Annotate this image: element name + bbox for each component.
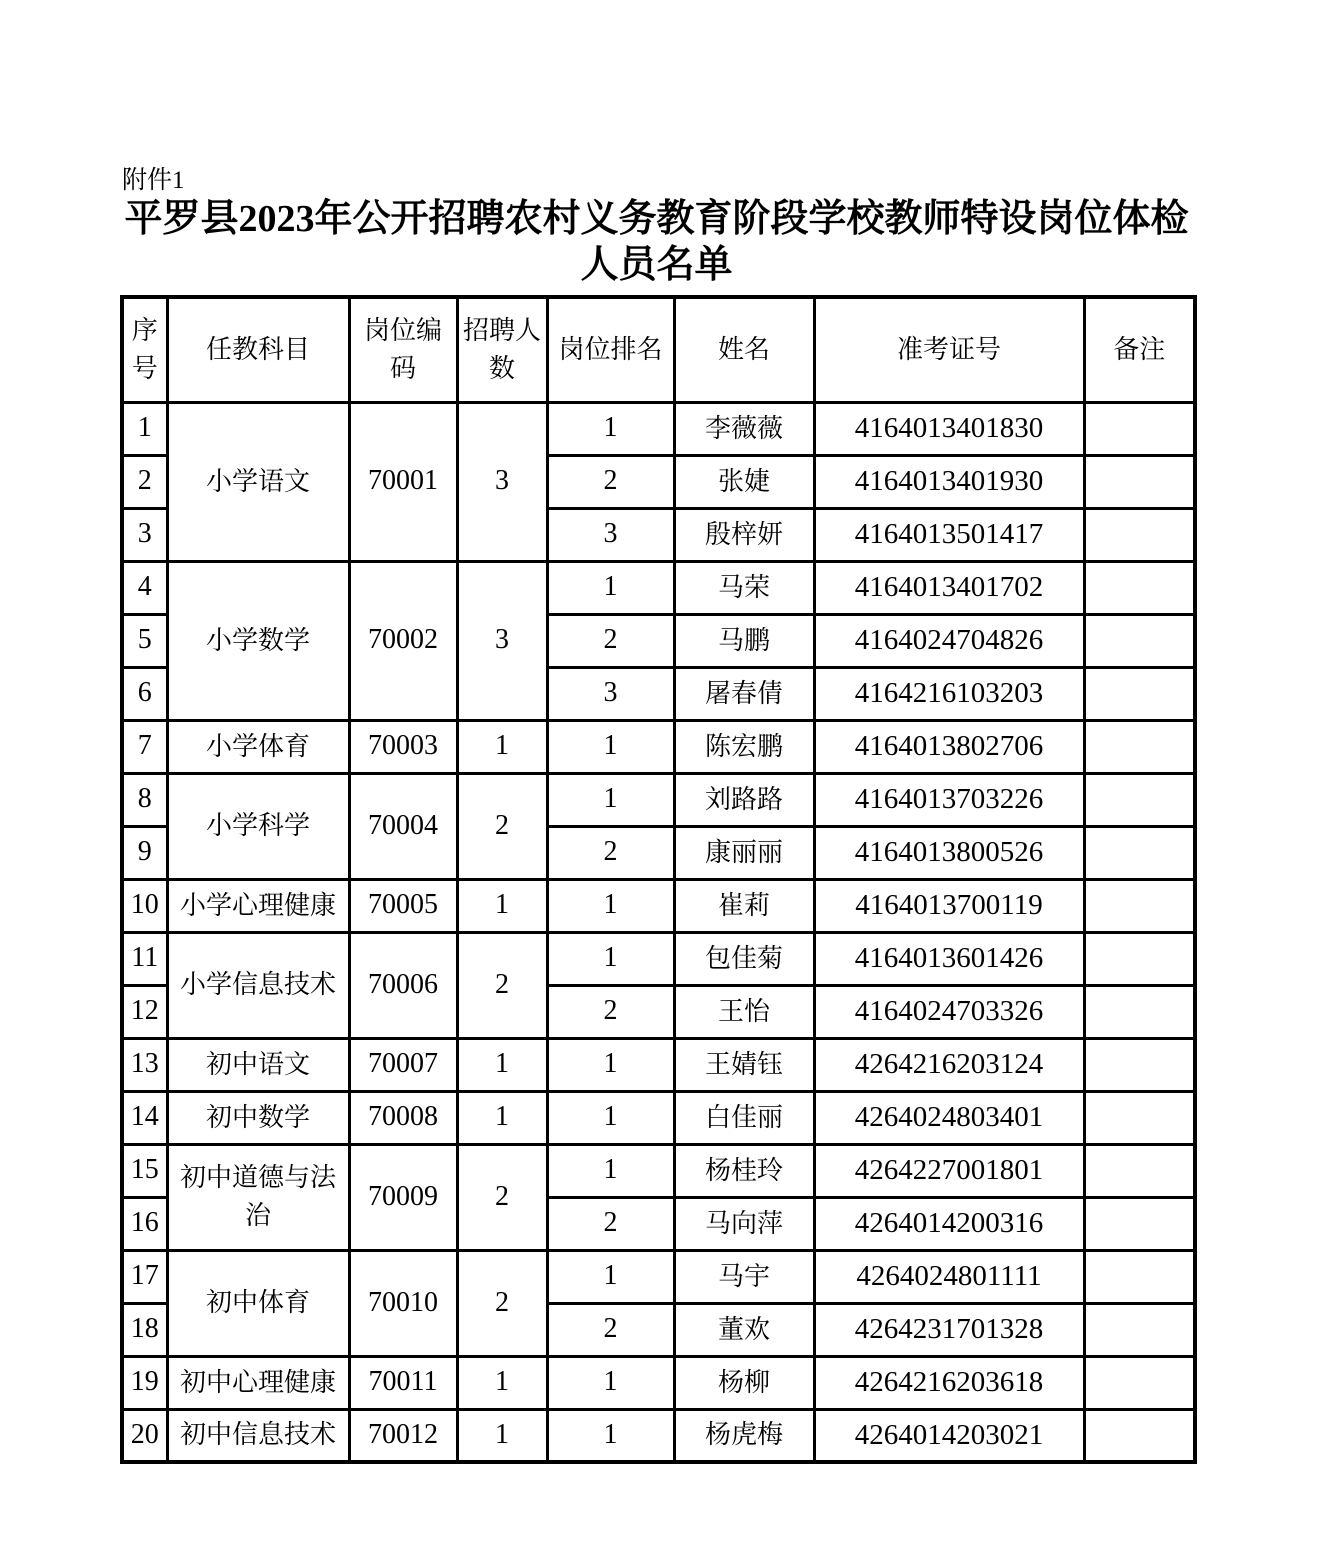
table-row (122, 1250, 1195, 1303)
header-remark: 备注 (1084, 297, 1195, 402)
table-row (122, 1409, 1195, 1462)
cell-rank: 2 (547, 1303, 674, 1356)
cell-name: 刘路路 (674, 773, 814, 826)
cell-rank: 1 (547, 1091, 674, 1144)
cell-no: 16 (122, 1197, 167, 1250)
table-row (122, 720, 1195, 773)
cell-ticket: 4264227001801 (814, 1144, 1084, 1197)
header-recruit: 招聘人数 (457, 297, 547, 402)
cell-no: 2 (122, 455, 167, 508)
cell-no: 5 (122, 614, 167, 667)
cell-subject: 初中道德与法治 (167, 1144, 349, 1250)
cell-ticket: 4264231701328 (814, 1303, 1084, 1356)
cell-name: 杨柳 (674, 1356, 814, 1409)
cell-no: 15 (122, 1144, 167, 1197)
roster-table (120, 295, 1197, 1464)
cell-ticket: 4164013401830 (814, 402, 1084, 455)
cell-recruit: 1 (457, 1091, 547, 1144)
cell-recruit: 1 (457, 1356, 547, 1409)
header-no: 序号 (122, 297, 167, 402)
cell-subject: 初中心理健康 (167, 1356, 349, 1409)
cell-no: 7 (122, 720, 167, 773)
cell-rank: 1 (547, 932, 674, 985)
cell-name: 陈宏鹏 (674, 720, 814, 773)
cell-remark (1084, 614, 1195, 667)
page-title: 平罗县2023年公开招聘农村义务教育阶段学校教师特设岗位体检人员名单 (124, 198, 1189, 286)
cell-name: 董欢 (674, 1303, 814, 1356)
cell-name: 屠春倩 (674, 667, 814, 720)
cell-remark (1084, 402, 1195, 455)
table-body (122, 402, 1195, 1462)
cell-subject: 初中体育 (167, 1250, 349, 1356)
cell-ticket: 4164013401930 (814, 455, 1084, 508)
table-row (122, 1091, 1195, 1144)
cell-remark (1084, 455, 1195, 508)
cell-code: 70010 (349, 1250, 457, 1356)
table-row (122, 932, 1195, 985)
cell-no: 8 (122, 773, 167, 826)
cell-no: 1 (122, 402, 167, 455)
cell-ticket: 4164013703226 (814, 773, 1084, 826)
cell-no: 19 (122, 1356, 167, 1409)
cell-rank: 1 (547, 1250, 674, 1303)
cell-remark (1084, 720, 1195, 773)
cell-name: 王婧钰 (674, 1038, 814, 1091)
cell-remark (1084, 985, 1195, 1038)
cell-subject: 小学科学 (167, 773, 349, 879)
header-row (122, 297, 1195, 402)
cell-remark (1084, 1038, 1195, 1091)
cell-rank: 1 (547, 1038, 674, 1091)
cell-recruit: 2 (457, 773, 547, 879)
cell-no: 4 (122, 561, 167, 614)
cell-name: 马鹏 (674, 614, 814, 667)
cell-remark (1084, 1144, 1195, 1197)
cell-rank: 2 (547, 985, 674, 1038)
cell-remark (1084, 508, 1195, 561)
cell-name: 马荣 (674, 561, 814, 614)
header-name: 姓名 (674, 297, 814, 402)
cell-ticket: 4164013601426 (814, 932, 1084, 985)
header-subject: 任教科目 (167, 297, 349, 402)
cell-remark (1084, 1303, 1195, 1356)
cell-remark (1084, 879, 1195, 932)
cell-ticket: 4164216103203 (814, 667, 1084, 720)
cell-recruit: 2 (457, 1250, 547, 1356)
cell-ticket: 4164013800526 (814, 826, 1084, 879)
table-row (122, 1144, 1195, 1197)
cell-remark (1084, 1356, 1195, 1409)
cell-name: 殷梓妍 (674, 508, 814, 561)
cell-name: 包佳菊 (674, 932, 814, 985)
cell-no: 11 (122, 932, 167, 985)
cell-ticket: 4264024803401 (814, 1091, 1084, 1144)
cell-rank: 1 (547, 879, 674, 932)
cell-name: 康丽丽 (674, 826, 814, 879)
cell-rank: 2 (547, 614, 674, 667)
cell-no: 20 (122, 1409, 167, 1462)
cell-subject: 小学体育 (167, 720, 349, 773)
table-row (122, 402, 1195, 455)
cell-rank: 2 (547, 455, 674, 508)
cell-recruit: 1 (457, 1409, 547, 1462)
cell-rank: 3 (547, 508, 674, 561)
cell-remark (1084, 773, 1195, 826)
cell-code: 70012 (349, 1409, 457, 1462)
table-row (122, 1356, 1195, 1409)
cell-recruit: 1 (457, 1038, 547, 1091)
cell-no: 3 (122, 508, 167, 561)
cell-rank: 1 (547, 402, 674, 455)
cell-remark (1084, 667, 1195, 720)
header-rank: 岗位排名 (547, 297, 674, 402)
cell-name: 马向萍 (674, 1197, 814, 1250)
cell-subject: 初中语文 (167, 1038, 349, 1091)
cell-subject: 初中数学 (167, 1091, 349, 1144)
cell-recruit: 1 (457, 879, 547, 932)
cell-code: 70004 (349, 773, 457, 879)
cell-no: 13 (122, 1038, 167, 1091)
cell-no: 18 (122, 1303, 167, 1356)
cell-remark (1084, 1091, 1195, 1144)
cell-rank: 3 (547, 667, 674, 720)
cell-ticket: 4264024801111 (814, 1250, 1084, 1303)
cell-recruit: 3 (457, 561, 547, 720)
cell-rank: 2 (547, 1197, 674, 1250)
cell-ticket: 4164024704826 (814, 614, 1084, 667)
cell-code: 70008 (349, 1091, 457, 1144)
cell-rank: 1 (547, 1409, 674, 1462)
cell-code: 70001 (349, 402, 457, 561)
cell-code: 70005 (349, 879, 457, 932)
cell-rank: 1 (547, 773, 674, 826)
cell-remark (1084, 1409, 1195, 1462)
table-row (122, 879, 1195, 932)
header-code: 岗位编码 (349, 297, 457, 402)
cell-ticket: 4264216203124 (814, 1038, 1084, 1091)
cell-code: 70007 (349, 1038, 457, 1091)
cell-ticket: 4264014203021 (814, 1409, 1084, 1462)
cell-rank: 1 (547, 720, 674, 773)
cell-remark (1084, 826, 1195, 879)
cell-remark (1084, 1197, 1195, 1250)
cell-no: 9 (122, 826, 167, 879)
cell-subject: 小学信息技术 (167, 932, 349, 1038)
cell-ticket: 4164013802706 (814, 720, 1084, 773)
cell-code: 70009 (349, 1144, 457, 1250)
cell-ticket: 4264014200316 (814, 1197, 1084, 1250)
cell-code: 70011 (349, 1356, 457, 1409)
cell-recruit: 2 (457, 1144, 547, 1250)
cell-code: 70002 (349, 561, 457, 720)
cell-ticket: 4164013401702 (814, 561, 1084, 614)
header-ticket: 准考证号 (814, 297, 1084, 402)
cell-name: 杨虎梅 (674, 1409, 814, 1462)
cell-no: 14 (122, 1091, 167, 1144)
cell-name: 张婕 (674, 455, 814, 508)
cell-no: 10 (122, 879, 167, 932)
cell-ticket: 4264216203618 (814, 1356, 1084, 1409)
cell-ticket: 4164013700119 (814, 879, 1084, 932)
cell-code: 70003 (349, 720, 457, 773)
cell-subject: 小学语文 (167, 402, 349, 561)
cell-remark (1084, 932, 1195, 985)
cell-remark (1084, 561, 1195, 614)
cell-name: 李薇薇 (674, 402, 814, 455)
attachment-label: 附件1 (122, 167, 185, 194)
cell-name: 马宇 (674, 1250, 814, 1303)
cell-rank: 1 (547, 1144, 674, 1197)
cell-ticket: 4164024703326 (814, 985, 1084, 1038)
table-row (122, 1038, 1195, 1091)
cell-subject: 小学心理健康 (167, 879, 349, 932)
cell-recruit: 1 (457, 720, 547, 773)
cell-no: 12 (122, 985, 167, 1038)
cell-name: 白佳丽 (674, 1091, 814, 1144)
cell-remark (1084, 1250, 1195, 1303)
cell-code: 70006 (349, 932, 457, 1038)
cell-name: 王怡 (674, 985, 814, 1038)
table-row (122, 561, 1195, 614)
cell-recruit: 2 (457, 932, 547, 1038)
cell-ticket: 4164013501417 (814, 508, 1084, 561)
cell-subject: 小学数学 (167, 561, 349, 720)
table-header (122, 297, 1195, 402)
cell-no: 17 (122, 1250, 167, 1303)
cell-name: 杨桂玲 (674, 1144, 814, 1197)
table-row (122, 773, 1195, 826)
cell-name: 崔莉 (674, 879, 814, 932)
cell-recruit: 3 (457, 402, 547, 561)
cell-rank: 1 (547, 561, 674, 614)
cell-subject: 初中信息技术 (167, 1409, 349, 1462)
cell-no: 6 (122, 667, 167, 720)
cell-rank: 2 (547, 826, 674, 879)
cell-rank: 1 (547, 1356, 674, 1409)
